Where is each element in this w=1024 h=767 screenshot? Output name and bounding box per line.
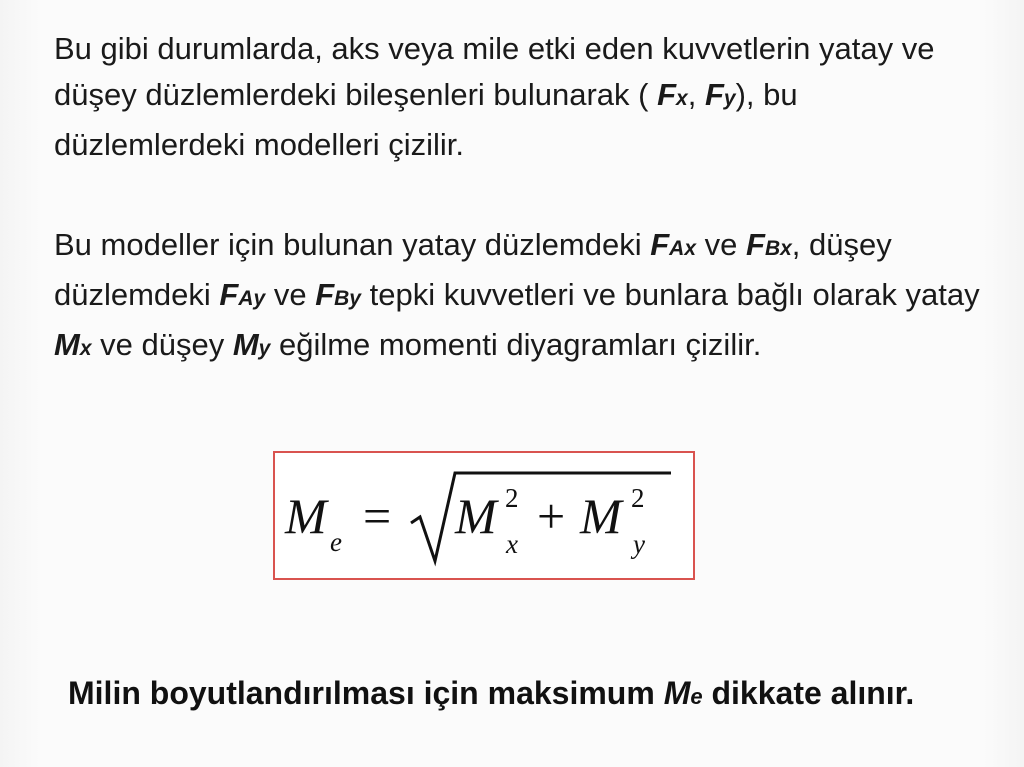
formula-lhs-sub-e: e — [330, 527, 342, 557]
symbol-mx: Mx — [54, 327, 92, 362]
formula-box — [273, 451, 695, 580]
symbol-fbx: FBx — [746, 227, 792, 262]
formula-term2-m: M — [580, 488, 622, 544]
symbol-fby: FBy — [315, 277, 361, 312]
formula-term2-sub: y — [633, 529, 645, 559]
formula-term1-sup: 2 — [505, 483, 519, 513]
symbol-fay: FAy — [219, 277, 266, 312]
symbol-my: My — [232, 327, 271, 362]
symbol-me: Me — [663, 675, 703, 711]
formula-lhs-m: M — [285, 488, 327, 544]
paragraph-reaction-forces: Bu modeller için bulunan yatay düzlemdeki FAx ve FBx, düşey düzlemdeki FAy ve FBy tepki kuvvetleri ve bunlara bağlı olarak yatay Mx ve düşey My eğilme momenti diyagramları çizilir. — [54, 227, 980, 362]
formula-plus: + — [537, 488, 566, 544]
formula-term1-m: M — [455, 488, 497, 544]
conclusion-text: Milin boyutlandırılması için maksimum Me dikkate alınır. — [68, 675, 915, 711]
symbol-fy: Fy — [704, 77, 736, 112]
formula-term2-sup: 2 — [631, 483, 645, 513]
paragraph-forces-components: Bu gibi durumlarda, aks veya mile etki eden kuvvetlerin yatay ve düşey düzlemlerdeki bileşenleri bulunarak ( Fx, Fy), bu düzlemlerdeki modelleri çizilir. — [54, 31, 935, 162]
formula-equals: = — [363, 488, 392, 544]
symbol-fax: FAx — [650, 227, 697, 262]
symbol-fx: Fx — [657, 77, 688, 112]
paragraph-text: Bu gibi durumlarda, aks veya mile etki eden kuvvetlerin yatay ve düşey düzlemlerdeki bileşenleri bulunarak ( — [54, 31, 935, 112]
formula-term1-sub: x — [506, 529, 518, 559]
equivalent-moment-formula — [275, 453, 693, 578]
